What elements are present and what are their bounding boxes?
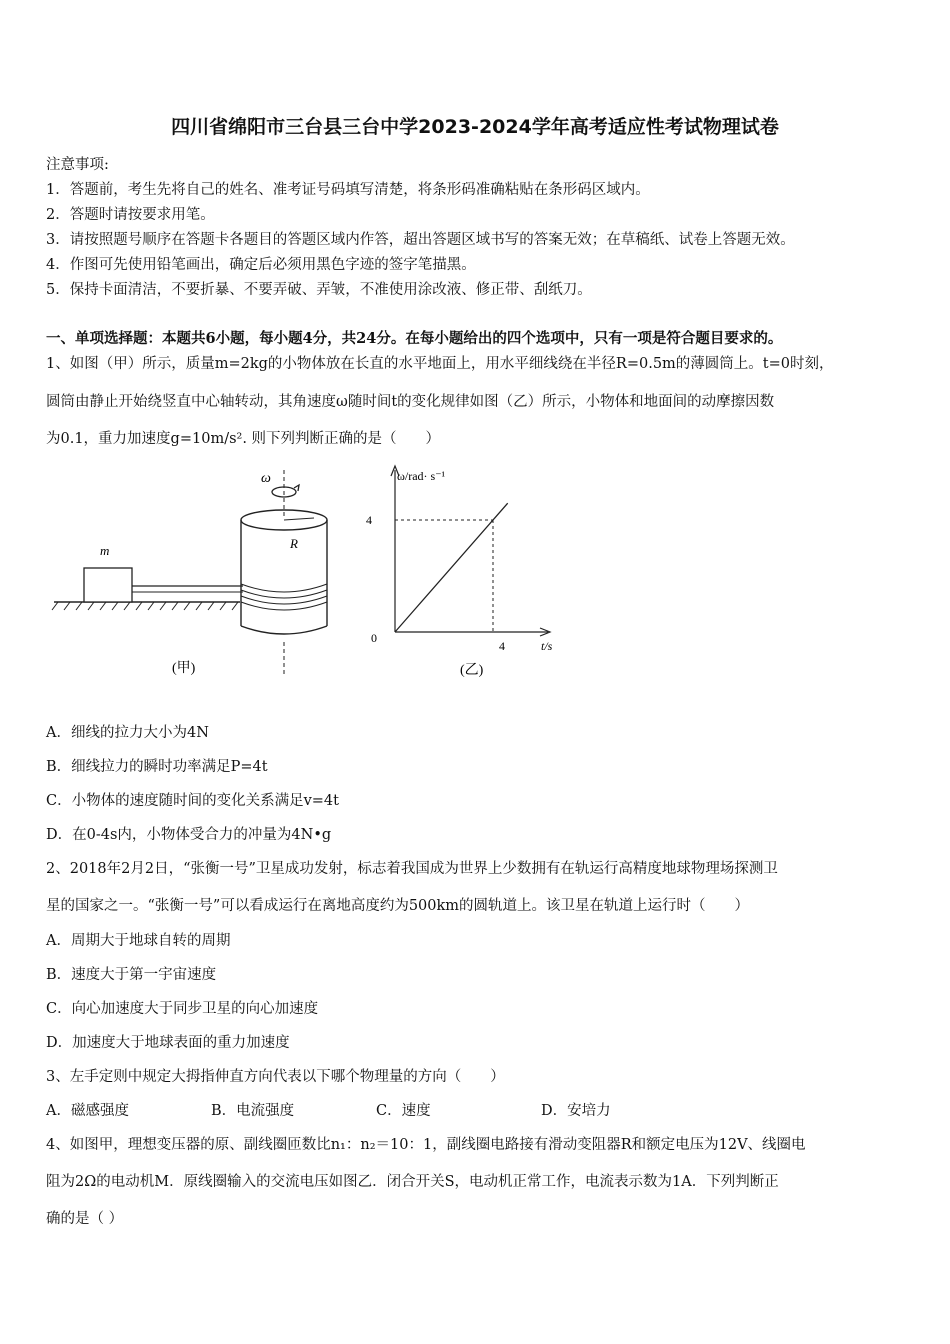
- question-2-option-b: B．速度大于第一宇宙速度: [46, 967, 217, 983]
- question-3-options: [46, 1099, 611, 1120]
- ground: [52, 602, 240, 610]
- question-3-option-c: C．速度: [376, 1103, 431, 1119]
- notice-heading: 注意事项:: [46, 157, 109, 173]
- question-3-option-b: B．电流强度: [211, 1103, 295, 1119]
- x-tick-label: 4: [499, 639, 505, 653]
- small-block: [84, 568, 132, 602]
- origin-label: 0: [371, 631, 377, 645]
- question-4-text: 确的是（ ）: [46, 1211, 124, 1227]
- question-1-option-a: A．细线的拉力大小为4N: [46, 725, 209, 741]
- radius-label: R: [290, 536, 298, 551]
- question-2-text: 星的国家之一。“张衡一号”可以看成运行在离地高度约为500km的圆轨道上。该卫星在轨道上运行时（ ）: [46, 898, 750, 914]
- omega-label: ω: [261, 471, 271, 486]
- page-title: 四川省绵阳市三台县三台中学2023-2024学年高考适应性考试物理试卷: [171, 116, 779, 138]
- notice-item: 3．请按照题号顺序在答题卡各题目的答题区域内作答，超出答题区域书写的答案无效；在草稿纸、试卷上答题无效。: [46, 232, 795, 248]
- notice-item: 4．作图可先使用铅笔画出，确定后必须用黑色字迹的签字笔描黑。: [46, 257, 476, 273]
- section-heading: 一、单项选择题：本题共6小题，每小题4分，共24分。在每小题给出的四个选项中，只有一项是符合题目要求的。: [46, 330, 783, 347]
- question-1-text: 圆筒由静止开始绕竖直中心轴转动，其角速度ω随时间t的变化规律如图（乙）所示，小物体和地面间的动摩擦因数: [46, 394, 775, 410]
- question-1-option-c: C．小物体的速度随时间的变化关系满足v=4t: [46, 793, 339, 809]
- question-1-text: 1、如图（甲）所示，质量m=2kg的小物体放在长直的水平地面上，用水平细线绕在半径R=0.5m的薄圆筒上。t=0时刻，: [46, 356, 834, 372]
- question-3-option-d: D．安培力: [541, 1103, 611, 1119]
- question-2-option-c: C．向心加速度大于同步卫星的向心加速度: [46, 1001, 319, 1017]
- rotation-axis: [284, 470, 314, 674]
- caption-right: (乙): [460, 663, 484, 678]
- question-2-text: 2、2018年2月2日，“张衡一号”卫星成功发射，标志着我国成为世界上少数拥有在轨运行高精度地球物理场探测卫: [46, 861, 778, 877]
- question-1-text: 为0.1，重力加速度g=10m/s². 则下列判断正确的是（ ）: [46, 431, 441, 447]
- notice-item: 2．答题时请按要求用笔。: [46, 207, 215, 223]
- omega-t-graph: [366, 466, 553, 653]
- question-2-option-a: A．周期大于地球自转的周期: [46, 933, 231, 949]
- question-4-text: 阻为2Ω的电动机M．原线圈输入的交流电压如图乙．闭合开关S，电动机正常工作，电流表示数为1A．下列判断正: [46, 1174, 779, 1190]
- y-tick-label: 4: [366, 513, 372, 527]
- omega-series-line: [395, 503, 508, 632]
- notice-item: 5．保持卡面清洁，不要折暴、不要弄破、弄皱，不准使用涂改液、修正带、刮纸刀。: [46, 282, 592, 298]
- question-4-text: 4、如图甲，理想变压器的原、副线圈匝数比n₁：n₂＝10：1，副线圈电路接有滑动变阻器R和额定电压为12V、线圈电: [46, 1137, 806, 1153]
- cylinder: [241, 510, 327, 634]
- caption-left: (甲): [172, 661, 196, 676]
- question-1-option-d: D．在0-4s内，小物体受合力的冲量为4N•g: [46, 827, 332, 843]
- question-1-option-b: B．细线拉力的瞬时功率满足P=4t: [46, 759, 268, 775]
- mass-label: m: [100, 543, 110, 558]
- notice-item: 1．答题前，考生先将自己的姓名、准考证号码填写清楚，将条形码准确粘贴在条形码区域内。: [46, 182, 650, 198]
- question-2-option-d: D．加速度大于地球表面的重力加速度: [46, 1035, 290, 1051]
- y-axis-label: ω/rad· s⁻¹: [397, 469, 446, 483]
- x-axis-label: t/s: [541, 639, 553, 653]
- question-3-text: 3、左手定则中规定大拇指伸直方向代表以下哪个物理量的方向（ ）: [46, 1069, 505, 1085]
- question-3-option-a: A．磁感强度: [46, 1103, 129, 1119]
- question-1-figure: [40, 460, 580, 690]
- rotation-arrow-icon: [272, 485, 299, 497]
